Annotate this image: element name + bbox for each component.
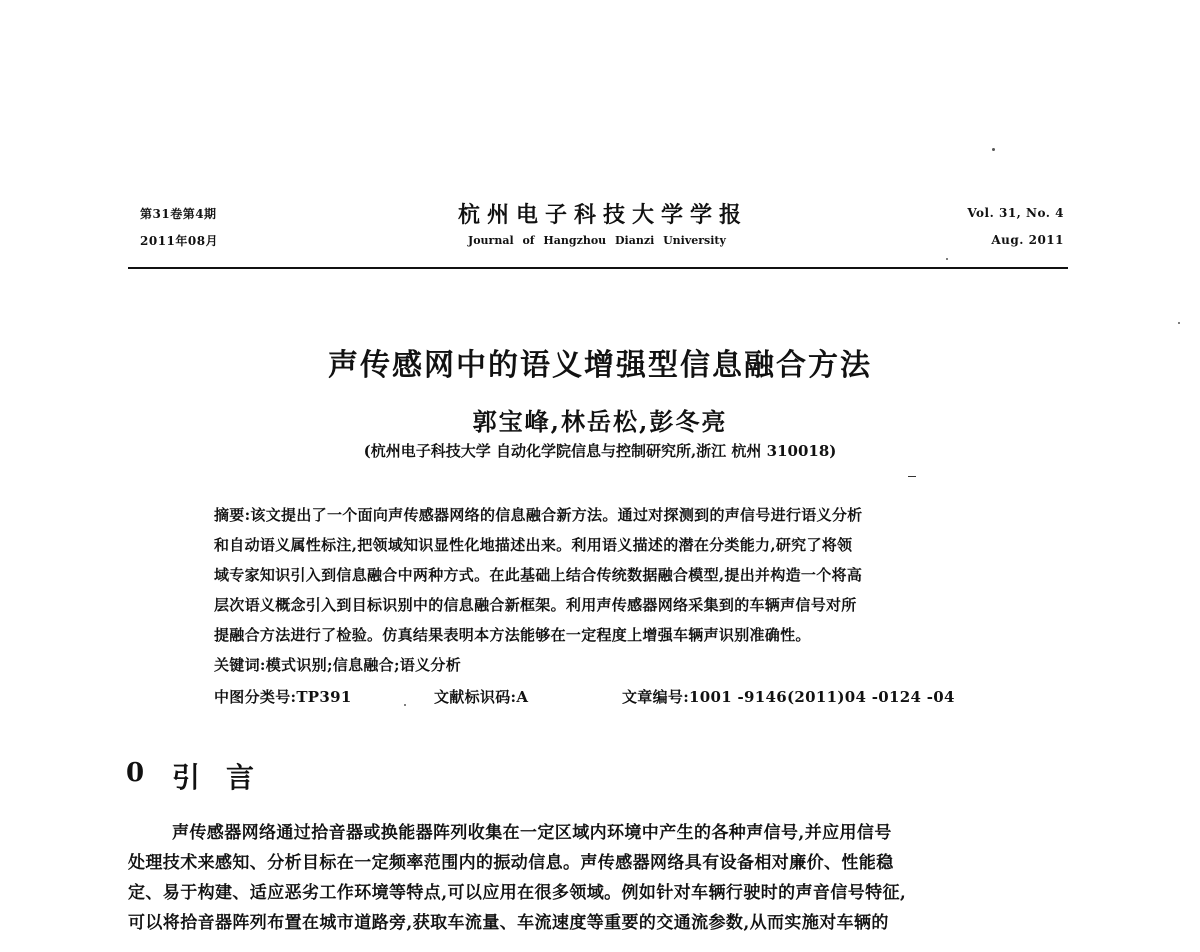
section-number: 0	[126, 758, 145, 788]
date-cn: 2011年08月	[140, 234, 219, 248]
abstract-line: 摘要:该文提出了一个面向声传感器网络的信息融合新方法。通过对探测到的声信号进行语义分析	[214, 506, 863, 524]
journal-name-en: Journal of Hangzhou Dianzi University	[468, 234, 726, 247]
keywords: 关键词:模式识别;信息融合;语义分析	[214, 656, 462, 674]
date-en: Aug. 2011	[991, 233, 1064, 247]
scan-speck	[404, 704, 406, 706]
volume-issue-cn: 第31卷第4期	[140, 207, 217, 221]
article-number: 文章编号:1001 -9146(2011)04 -0124 -04	[622, 688, 955, 706]
scan-speck	[946, 258, 948, 260]
body-paragraph-line: 可以将拾音器阵列布置在城市道路旁,获取车流量、车流速度等重要的交通流参数,从而实施对车辆的	[128, 913, 889, 933]
authors: 郭宝峰,林岳松,彭冬亮	[472, 407, 728, 436]
abstract-line: 提融合方法进行了检验。仿真结果表明本方法能够在一定程度上增强车辆声识别准确性。	[214, 626, 811, 644]
body-paragraph-line: 处理技术来感知、分析目标在一定频率范围内的振动信息。声传感器网络具有设备相对廉价、性能稳	[128, 853, 894, 873]
document-code: 文献标识码:A	[434, 688, 529, 706]
volume-issue-en: Vol. 31, No. 4	[967, 206, 1064, 220]
scan-speck	[1178, 322, 1180, 324]
header-rule	[128, 267, 1068, 269]
body-paragraph-line: 声传感器网络通过拾音器或换能器阵列收集在一定区域内环境中产生的各种声信号,并应用信号	[172, 823, 892, 843]
scan-mark	[908, 476, 916, 477]
affiliation: (杭州电子科技大学 自动化学院信息与控制研究所,浙江 杭州 310018)	[363, 442, 837, 460]
section-title: 引言	[172, 761, 281, 794]
journal-name-cn: 杭州电子科技大学学报	[458, 202, 749, 228]
scan-speck	[992, 148, 995, 151]
abstract-line: 域专家知识引入到信息融合中两种方式。在此基础上结合传统数据融合模型,提出并构造一个将高	[214, 566, 863, 584]
clc-number: 中图分类号:TP391	[214, 688, 352, 706]
body-paragraph-line: 定、易于构建、适应恶劣工作环境等特点,可以应用在很多领域。例如针对车辆行驶时的声音信号特征,	[128, 883, 907, 903]
paper-title: 声传感网中的语义增强型信息融合方法	[328, 348, 872, 383]
abstract-line: 层次语义概念引入到目标识别中的信息融合新框架。利用声传感器网络采集到的车辆声信号对所	[214, 596, 857, 614]
abstract-line: 和自动语义属性标注,把领域知识显性化地描述出来。利用语义描述的潜在分类能力,研究了将领	[214, 536, 853, 554]
